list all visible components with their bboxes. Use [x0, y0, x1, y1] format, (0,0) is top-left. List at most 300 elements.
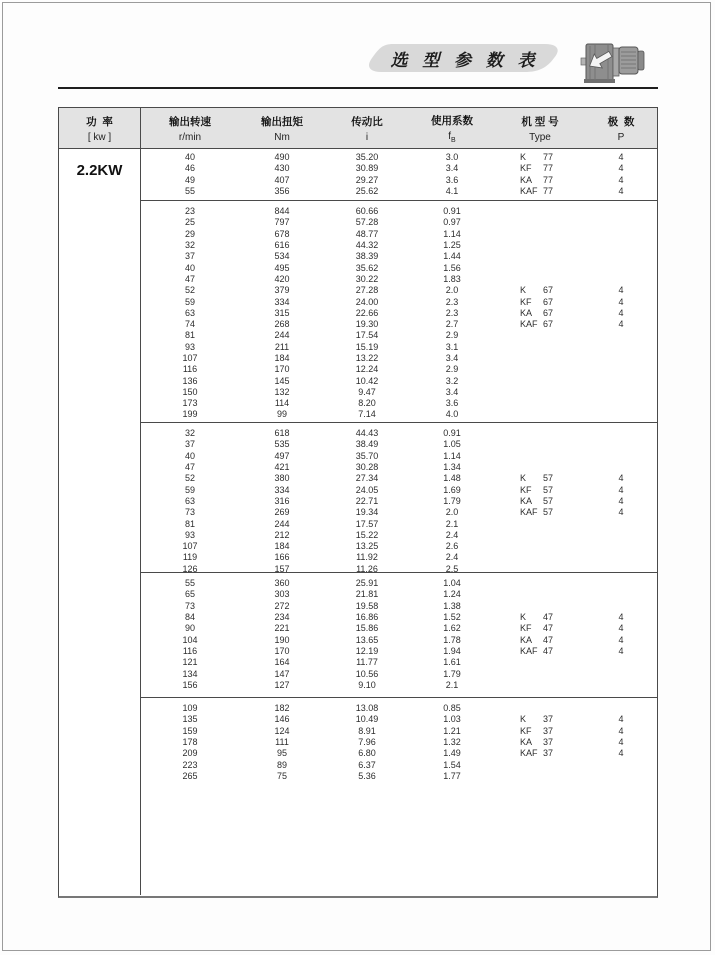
torque-cell: 356	[274, 186, 290, 197]
service-factor-cell: 0.91	[443, 206, 461, 217]
torque-cell: 211	[274, 341, 290, 352]
table-row	[141, 163, 657, 174]
service-factor-cell: 2.7	[445, 319, 459, 330]
type-cell: KF 47	[520, 623, 554, 634]
table-row	[141, 726, 657, 737]
ratio-cell: 13.08	[355, 703, 379, 714]
poles-cell: 4	[618, 473, 624, 484]
ratio-cell: 13.65	[355, 634, 379, 645]
rpm-cell: 81	[184, 330, 195, 341]
table-row	[141, 564, 657, 572]
torque-cell: 315	[274, 307, 290, 318]
rpm-cell: 23	[184, 206, 195, 217]
table-row	[141, 206, 657, 217]
ratio-cell: 30.28	[355, 462, 379, 473]
rpm-cell: 121	[182, 657, 198, 668]
poles-cell: 4	[618, 186, 624, 197]
ratio-cell: 10.49	[355, 714, 379, 725]
gearmotor-image	[580, 36, 648, 88]
table-row	[141, 229, 657, 240]
rpm-cell: 116	[182, 364, 198, 375]
table-row	[141, 530, 657, 541]
table-row	[141, 541, 657, 552]
service-factor-cell: 3.4	[445, 353, 459, 363]
torque-cell: 678	[274, 228, 290, 239]
ratio-cell: 6.37	[358, 759, 376, 770]
service-factor-cell: 1.44	[443, 251, 461, 262]
service-factor-cell: 1.83	[443, 273, 461, 284]
ratio-cell: 7.14	[358, 409, 376, 420]
torque-cell: 166	[274, 552, 290, 563]
type-cell: KA 67	[520, 307, 554, 318]
power-value: 2.2KW	[76, 162, 123, 179]
torque-cell: 184	[274, 353, 290, 363]
type-cell: KA 47	[520, 634, 554, 645]
rpm-cell: 223	[182, 759, 198, 770]
service-factor-cell: 1.94	[443, 645, 461, 656]
rpm-cell: 107	[182, 541, 198, 552]
selection-table	[58, 107, 658, 898]
rpm-cell: 107	[182, 353, 198, 363]
service-factor-cell: 1.54	[443, 759, 461, 770]
rpm-cell: 116	[182, 645, 198, 656]
ratio-cell: 11.77	[356, 657, 378, 668]
service-factor-cell: 3.2	[445, 375, 459, 386]
type-cell: KF 57	[520, 484, 554, 495]
rpm-cell: 55	[184, 578, 195, 589]
torque-cell: 844	[274, 206, 290, 217]
table-row	[141, 634, 657, 645]
poles-cell: 4	[618, 319, 624, 330]
poles-cell: 4	[618, 495, 624, 506]
type-cell: KA 37	[520, 737, 554, 748]
series-block	[141, 422, 657, 572]
col-header-type: 机 型 号 Type	[521, 115, 559, 143]
table-row	[141, 612, 657, 623]
service-factor-cell: 0.91	[443, 428, 461, 439]
service-factor-cell: 3.6	[445, 398, 459, 409]
service-factor-cell: 2.4	[445, 529, 459, 540]
table-row	[141, 668, 657, 679]
ratio-cell: 60.66	[355, 206, 379, 217]
ratio-cell: 17.57	[355, 518, 379, 529]
ratio-cell: 27.34	[355, 473, 379, 484]
rpm-cell: 47	[184, 462, 195, 473]
table-row	[141, 428, 657, 439]
col-header-output-speed: 输出转速 r/min	[169, 115, 211, 143]
poles-cell: 4	[618, 737, 624, 748]
torque-cell: 190	[274, 634, 290, 645]
poles-cell: 4	[618, 307, 624, 318]
service-factor-cell: 1.14	[443, 228, 461, 239]
service-factor-cell: 1.62	[443, 623, 461, 634]
service-factor-cell: 1.56	[443, 262, 461, 273]
torque-cell: 407	[274, 174, 290, 185]
torque-cell: 420	[274, 273, 290, 284]
rpm-cell: 173	[182, 398, 198, 409]
poles-cell: 4	[618, 163, 624, 174]
rpm-cell: 52	[184, 285, 195, 296]
ratio-cell: 35.62	[355, 262, 379, 273]
rpm-cell: 178	[182, 737, 198, 748]
service-factor-cell: 2.1	[445, 518, 459, 529]
series-block	[141, 697, 657, 895]
table-row	[141, 496, 657, 507]
page-title: 选 型 参 数 表	[390, 50, 540, 70]
service-factor-cell: 0.85	[443, 703, 461, 714]
rpm-cell: 74	[184, 319, 195, 330]
table-row	[141, 451, 657, 462]
title-banner	[363, 42, 563, 74]
type-cell: KAF 57	[520, 507, 554, 518]
torque-cell: 164	[274, 657, 290, 668]
ratio-cell: 38.49	[355, 439, 379, 450]
ratio-cell: 24.00	[355, 296, 379, 307]
poles-cell: 4	[618, 748, 624, 759]
torque-cell: 147	[274, 668, 290, 679]
rpm-cell: 63	[184, 307, 195, 318]
table-row	[141, 759, 657, 770]
ratio-cell: 38.39	[355, 251, 379, 262]
table-row	[141, 375, 657, 386]
table-row	[141, 771, 657, 782]
table-row	[141, 601, 657, 612]
ratio-cell: 10.56	[355, 668, 379, 679]
torque-cell: 146	[274, 714, 290, 725]
ratio-cell: 8.20	[358, 398, 376, 409]
rpm-cell: 93	[184, 529, 195, 540]
rpm-cell: 73	[184, 600, 195, 611]
ratio-cell: 7.96	[358, 737, 376, 748]
power-column-header	[59, 108, 141, 148]
rpm-cell: 81	[184, 518, 195, 529]
rpm-cell: 40	[184, 152, 195, 163]
torque-cell: 618	[274, 428, 290, 439]
rpm-cell: 49	[184, 174, 195, 185]
ratio-cell: 30.22	[355, 273, 379, 284]
poles-cell: 4	[618, 612, 624, 623]
service-factor-cell: 2.9	[445, 330, 459, 341]
ratio-cell: 19.34	[355, 507, 379, 518]
ratio-cell: 9.47	[358, 386, 376, 397]
torque-cell: 111	[275, 737, 289, 748]
torque-cell: 127	[274, 679, 290, 690]
series-block	[141, 572, 657, 697]
service-factor-cell: 1.05	[443, 439, 461, 450]
table-row	[141, 274, 657, 285]
table-row	[141, 578, 657, 589]
rpm-cell: 29	[184, 228, 195, 239]
ratio-cell: 35.70	[355, 450, 379, 461]
service-factor-cell: 1.32	[443, 737, 461, 748]
rpm-cell: 104	[182, 634, 198, 645]
rpm-cell: 25	[184, 217, 195, 228]
power-header-unit: [ kw ]	[87, 131, 112, 143]
table-row	[141, 240, 657, 251]
ratio-cell: 15.19	[355, 341, 379, 352]
col-header-output-torque: 输出扭矩 Nm	[261, 115, 303, 143]
power-header-label: 功 率	[86, 115, 113, 128]
ratio-cell: 13.25	[355, 541, 379, 552]
type-cell: KAF 67	[520, 319, 554, 330]
torque-cell: 114	[274, 398, 290, 409]
table-blocks	[141, 149, 657, 895]
table-row	[141, 589, 657, 600]
service-factor-cell: 1.69	[443, 484, 461, 495]
ratio-cell: 11.92	[356, 552, 378, 563]
col-header-service-factor: 使用系数 $f_B$	[431, 114, 473, 144]
table-row	[141, 353, 657, 364]
rpm-cell: 32	[184, 428, 195, 439]
service-factor-cell: 1.79	[443, 495, 461, 506]
type-cell: K 37	[520, 714, 554, 725]
torque-cell: 497	[274, 450, 290, 461]
type-cell: K 67	[520, 285, 554, 296]
service-factor-cell: 1.48	[443, 473, 461, 484]
service-factor-cell: 1.14	[443, 450, 461, 461]
poles-cell: 4	[618, 296, 624, 307]
col-header-ratio: 传动比 i	[351, 115, 383, 143]
table-row	[141, 552, 657, 563]
rpm-cell: 37	[184, 251, 195, 262]
service-factor-cell: 2.0	[445, 507, 459, 518]
rpm-cell: 199	[182, 409, 198, 420]
rpm-cell: 46	[184, 163, 195, 174]
rpm-cell: 59	[184, 296, 195, 307]
torque-cell: 268	[274, 319, 290, 330]
table-row	[141, 737, 657, 748]
torque-cell: 99	[276, 409, 287, 420]
table-row	[141, 319, 657, 330]
ratio-cell: 44.32	[355, 240, 379, 251]
rpm-cell: 109	[182, 703, 198, 714]
torque-cell: 430	[274, 163, 290, 174]
type-cell: K 47	[520, 612, 554, 623]
table-row	[141, 342, 657, 353]
rpm-cell: 126	[182, 563, 198, 572]
table-row	[141, 714, 657, 725]
table-row	[141, 703, 657, 714]
table-row	[141, 398, 657, 409]
service-factor-cell: 1.24	[443, 589, 461, 600]
service-factor-cell: 2.6	[445, 541, 459, 552]
service-factor-cell: 1.04	[443, 578, 461, 589]
service-factor-cell: 2.0	[445, 285, 459, 296]
table-row	[141, 484, 657, 495]
rpm-cell: 59	[184, 484, 195, 495]
torque-cell: 170	[274, 645, 290, 656]
table-row	[141, 217, 657, 228]
ratio-cell: 15.22	[355, 529, 379, 540]
ratio-cell: 25.62	[355, 186, 379, 197]
type-cell: KF 77	[520, 163, 554, 174]
header-rule	[58, 87, 658, 89]
torque-cell: 272	[274, 600, 290, 611]
service-factor-cell: 1.21	[443, 725, 461, 736]
ratio-cell: 57.28	[355, 217, 379, 228]
col-header-poles: 极 数 P	[607, 115, 635, 143]
service-factor-cell: 2.4	[445, 552, 459, 563]
rpm-cell: 32	[184, 240, 195, 251]
rpm-cell: 37	[184, 439, 195, 450]
table-row	[141, 680, 657, 691]
torque-cell: 380	[274, 473, 290, 484]
torque-cell: 124	[274, 725, 290, 736]
torque-cell: 269	[274, 507, 290, 518]
table-row	[141, 330, 657, 341]
torque-cell: 534	[274, 251, 290, 262]
poles-cell: 4	[618, 623, 624, 634]
poles-cell: 4	[618, 152, 624, 163]
torque-cell: 244	[274, 330, 290, 341]
service-factor-cell: 1.61	[443, 657, 461, 668]
service-factor-cell: 2.5	[445, 563, 459, 572]
ratio-cell: 24.05	[355, 484, 379, 495]
torque-cell: 334	[274, 484, 290, 495]
torque-cell: 495	[274, 262, 290, 273]
table-row	[141, 308, 657, 319]
service-factor-cell: 1.03	[443, 714, 461, 725]
service-factor-cell: 1.78	[443, 634, 461, 645]
torque-cell: 132	[274, 386, 290, 397]
series-block	[141, 200, 657, 422]
ratio-cell: 17.54	[355, 330, 379, 341]
table-row	[141, 387, 657, 398]
poles-cell: 4	[618, 645, 624, 656]
service-factor-cell: 1.38	[443, 600, 461, 611]
ratio-cell: 5.36	[358, 770, 376, 781]
table-row	[141, 186, 657, 197]
torque-cell: 797	[274, 217, 290, 228]
poles-cell: 4	[618, 484, 624, 495]
table-row	[141, 175, 657, 186]
table-row	[141, 507, 657, 518]
service-factor-cell: 2.3	[445, 296, 459, 307]
rpm-cell: 209	[182, 748, 198, 759]
table-row	[141, 657, 657, 668]
ratio-cell: 19.58	[355, 600, 379, 611]
ratio-cell: 6.80	[358, 748, 376, 759]
table-row	[141, 262, 657, 273]
torque-cell: 145	[274, 375, 290, 386]
torque-cell: 234	[274, 612, 290, 623]
rpm-cell: 150	[182, 386, 198, 397]
ratio-cell: 11.26	[356, 563, 378, 572]
type-cell: KA 77	[520, 174, 554, 185]
torque-cell: 221	[274, 623, 290, 634]
rpm-cell: 65	[184, 589, 195, 600]
service-factor-cell: 1.52	[443, 612, 461, 623]
service-factor-cell: 3.0	[445, 152, 459, 163]
ratio-cell: 27.28	[355, 285, 379, 296]
torque-cell: 95	[276, 748, 287, 759]
type-cell: KAF 47	[520, 645, 554, 656]
rpm-cell: 52	[184, 473, 195, 484]
type-cell: KF 37	[520, 725, 554, 736]
rpm-cell: 159	[182, 725, 198, 736]
table-row	[141, 285, 657, 296]
service-factor-cell: 2.1	[445, 679, 459, 690]
ratio-cell: 15.86	[355, 623, 379, 634]
service-factor-cell: 4.0	[445, 409, 459, 420]
rpm-cell: 40	[184, 262, 195, 273]
torque-cell: 490	[274, 152, 290, 163]
service-factor-cell: 1.34	[443, 462, 461, 473]
series-block	[141, 149, 657, 200]
service-factor-cell: 2.9	[445, 364, 459, 375]
torque-cell: 303	[274, 589, 290, 600]
rpm-cell: 90	[184, 623, 195, 634]
type-cell: KAF 77	[520, 186, 554, 197]
ratio-cell: 8.91	[358, 725, 376, 736]
table-row	[141, 439, 657, 450]
torque-cell: 244	[274, 518, 290, 529]
service-factor-cell: 1.79	[443, 668, 461, 679]
ratio-cell: 22.66	[355, 307, 379, 318]
type-cell: KA 57	[520, 495, 554, 506]
table-row	[141, 518, 657, 529]
poles-cell: 4	[618, 507, 624, 518]
torque-cell: 616	[274, 240, 290, 251]
table-row	[141, 473, 657, 484]
service-factor-cell: 1.49	[443, 748, 461, 759]
table-row	[141, 623, 657, 634]
ratio-cell: 12.24	[355, 364, 379, 375]
power-cell	[59, 149, 141, 895]
ratio-cell: 48.77	[355, 228, 379, 239]
table-row	[141, 152, 657, 163]
poles-cell: 4	[618, 725, 624, 736]
ratio-cell: 10.42	[355, 375, 379, 386]
rpm-cell: 136	[182, 375, 198, 386]
table-row	[141, 364, 657, 375]
type-cell: K 57	[520, 473, 554, 484]
table-row	[141, 251, 657, 262]
rpm-cell: 47	[184, 273, 195, 284]
torque-cell: 334	[274, 296, 290, 307]
torque-cell: 316	[274, 495, 290, 506]
ratio-cell: 25.91	[355, 578, 379, 589]
rpm-cell: 73	[184, 507, 195, 518]
torque-cell: 75	[276, 770, 287, 781]
type-cell: KF 67	[520, 296, 554, 307]
torque-cell: 421	[274, 462, 290, 473]
type-cell: K 77	[520, 152, 554, 163]
ratio-cell: 19.30	[355, 319, 379, 330]
service-factor-cell: 3.4	[445, 163, 459, 174]
service-factor-cell: 0.97	[443, 217, 461, 228]
type-cell: KAF 37	[520, 748, 554, 759]
table-row	[141, 296, 657, 307]
torque-cell: 182	[274, 703, 290, 714]
torque-cell: 89	[276, 759, 287, 770]
ratio-cell: 21.81	[355, 589, 379, 600]
ratio-cell: 30.89	[355, 163, 379, 174]
ratio-cell: 13.22	[355, 353, 379, 363]
ratio-cell: 44.43	[355, 428, 379, 439]
rpm-cell: 84	[184, 612, 195, 623]
service-factor-cell: 3.6	[445, 174, 459, 185]
ratio-cell: 9.10	[358, 679, 376, 690]
service-factor-cell: 1.77	[443, 770, 461, 781]
table-row	[141, 409, 657, 420]
rpm-cell: 63	[184, 495, 195, 506]
poles-cell: 4	[618, 714, 624, 725]
ratio-cell: 29.27	[355, 174, 379, 185]
torque-cell: 212	[274, 529, 290, 540]
torque-cell: 170	[274, 364, 290, 375]
torque-cell: 360	[274, 578, 290, 589]
